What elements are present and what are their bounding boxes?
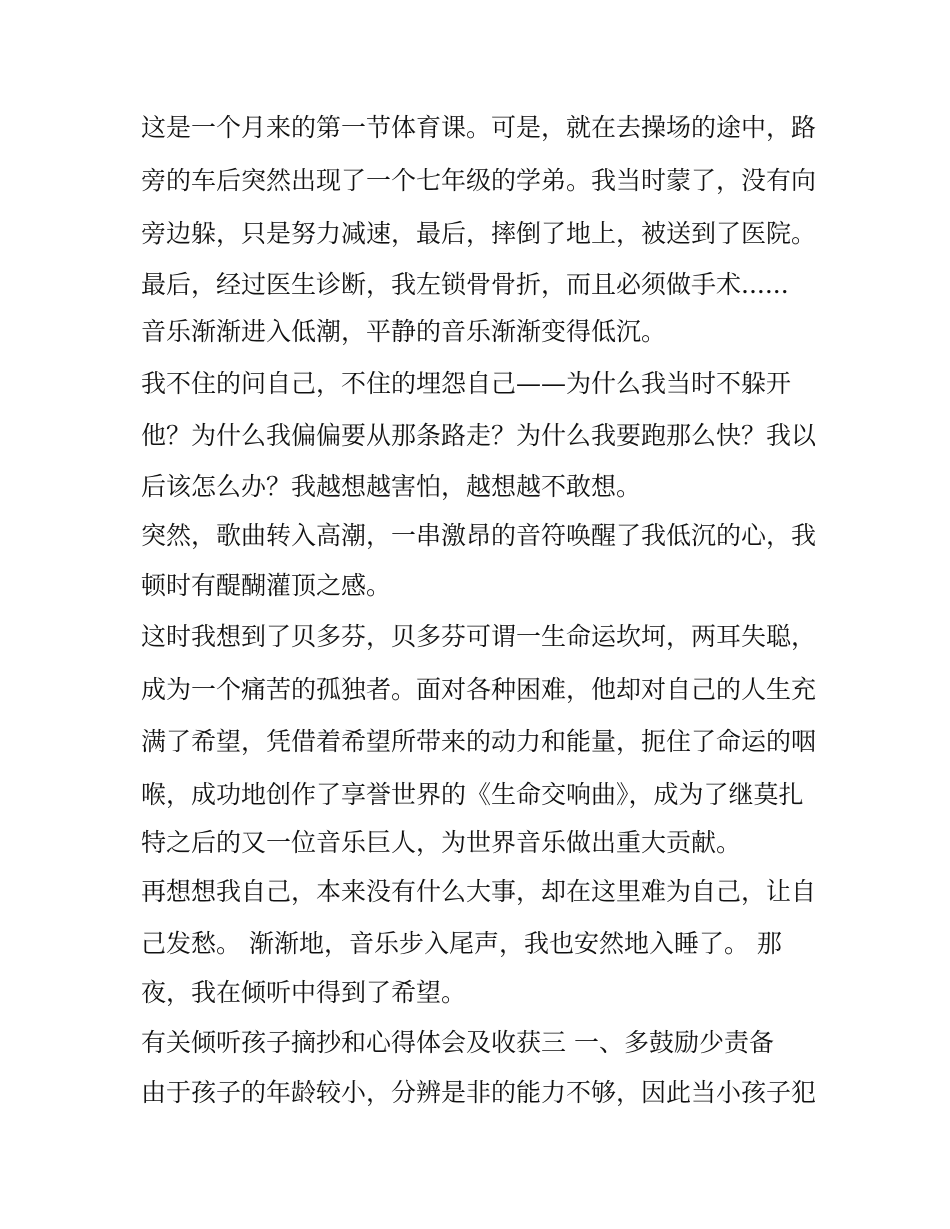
text-line: 后该怎么办？我越想越害怕，越想越不敢想。 — [141, 472, 642, 501]
text-line: 音乐渐渐进入低潮，平静的音乐渐渐变得低沉。 — [141, 317, 667, 346]
text-line: 旁的车后突然出现了一个七年级的学弟。我当时蒙了，没有向 — [141, 166, 817, 195]
text-line: 再想想我自己，本来没有什么大事，却在这里难为自己，让自 — [141, 877, 817, 906]
text-line: 旁边躲，只是努力减速，最后，摔倒了地上，被送到了医院。 — [141, 219, 817, 248]
text-line: 己发愁。 渐渐地，音乐步入尾声，我也安然地入睡了。 那 — [141, 929, 782, 958]
text-line: 成为一个痛苦的孤独者。面对各种困难，他却对自己的人生充 — [141, 675, 817, 704]
text-line: 有关倾听孩子摘抄和心得体会及收获三 一、多鼓励少责备 — [141, 1028, 774, 1057]
text-line: 特之后的又一位音乐巨人，为世界音乐做出重大贡献。 — [141, 828, 742, 857]
text-line: 满了希望，凭借着希望所带来的动力和能量，扼住了命运的咽 — [141, 727, 817, 756]
text-line: 这是一个月来的第一节体育课。可是，就在去操场的途中，路 — [141, 113, 817, 142]
text-line: 由于孩子的年龄较小，分辨是非的能力不够，因此当小孩子犯 — [141, 1078, 817, 1107]
text-line: 这时我想到了贝多芬，贝多芬可谓一生命运坎坷，两耳失聪， — [141, 622, 817, 651]
text-line: 突然，歌曲转入高潮，一串激昂的音符唤醒了我低沉的心，我 — [141, 521, 817, 550]
text-line: 他？为什么我偏偏要从那条路走？为什么我要跑那么快？我以 — [141, 421, 817, 450]
text-line: 我不住的问自己，不住的埋怨自己——为什么我当时不躲开 — [141, 369, 792, 398]
text-line: 夜，我在倾听中得到了希望。 — [141, 978, 467, 1007]
text-line: 喉，成功地创作了享誉世界的《生命交响曲》，成为了继莫扎 — [141, 780, 804, 809]
text-line: 顿时有醍醐灌顶之感。 — [141, 571, 392, 600]
text-line: 最后，经过医生诊断，我左锁骨骨折，而且必须做手术...... — [141, 270, 789, 299]
